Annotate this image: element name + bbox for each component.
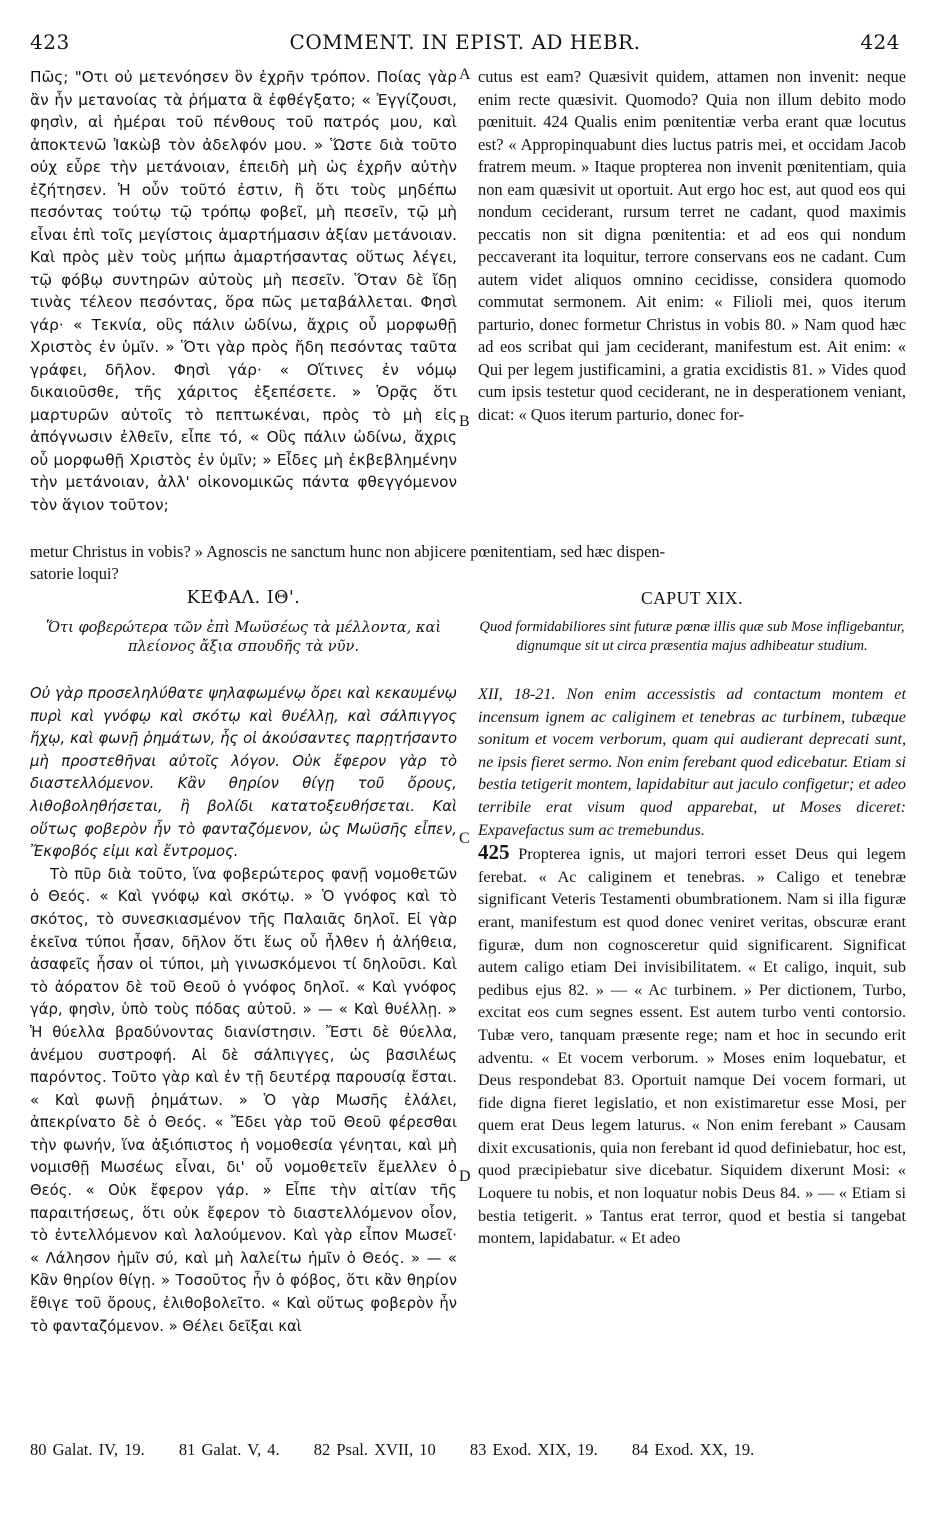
bridge-line: metur Christus in vobis? » Agnoscis ne sanctum hunc non abjicere pœnitentiam, sed hæc dispen- (30, 542, 666, 561)
margin-letter-a: A (459, 66, 471, 83)
greek-scripture-verse: Οὐ γὰρ προσεληλύθατε ψηλαφωμένῳ ὄρει καὶ κεκαυμένῳ πυρὶ καὶ γνόφῳ καὶ σκότῳ καὶ θυέλλῃ, καὶ σάλπιγγος ἤχῳ, καὶ φωνῇ ῥημάτων, ἧς οἱ ἀκούσαντες παρῃτήσαντο μὴ προστεθῆναι αὐτοῖς λόγον. Οὐκ ἔφερον γὰρ τὸ διαστελλόμενον. Κἂν θηρίον θίγῃ τοῦ ὄρους, λιθοβοληθήσεται, ἢ βολίδι κατατοξευθήσεται. Καὶ οὕτως φοβερὸν ἦν τὸ φανταζόμενον, ὡς Μωϋσῆς εἶπεν, Ἔκφοβός εἰμι καὶ ἔντρομος. (30, 685, 457, 861)
column-number-marker: 425 (478, 840, 510, 865)
latin-chapter-heading: CAPUT XIX. (641, 588, 743, 608)
latin-paragraph-top: cutus est eam? Quæsivit quidem, attamen non invenit: neque enim recte quæsivit. Quomodo? Quia non illum debito modo pœnituit. 424 Qualis enim pœnitentiæ verba erant quæ locutus est? « Appropinquabunt dies luctus patris mei, et occidam Jacob fratrem meum. » Itaque propterea non invenit pœnitentiam, quia non eam quæsivit ut oportuit. Aut ergo hoc est, aut quod eos qui nondum ceciderant, rursum terret ne cadant, quod maximis peccatis non sit digna pœnitentia: et ad eos qui nondum peccaverant ita loquitur, terrore conservans eos ne cadant. Cum autem videt aliquos omnino cecidisse, considera quomodo commutat sermonem. Ait enim: « Filioli mei, quos iterum parturio, donec formetur Christus in vobis 80. » Nam quod hæc ad eos scribat qui jam ceciderant, manifestum est. Ait enim: « Qui per legem justificamini, a gratia excidistis 81. » Vides quod cum ipsis testetur quod ceciderant, ne in desperationem veniant, dicat: « Quos iterum parturio, donec for- (478, 67, 906, 424)
footnote: 84 Exod. XX, 19. (631, 1440, 755, 1459)
greek-column-top (30, 66, 457, 516)
margin-letter-d: D (459, 1168, 471, 1185)
footnote: 82 Psal. XVII, 10 (313, 1440, 436, 1459)
greek-paragraph-top: Πῶς; "Οτι οὐ μετενόησεν ὃν ἐχρῆν τρόπον. Ποίας γὰρ ἂν ἦν μετανοίας τὰ ῥήματα ἃ ἐφθέγξατο; « Ἐγγίζουσι, φησὶν, αἱ ἡμέραι τοῦ πένθους τοῦ πατρός μου, καὶ ἀποκτενῶ Ἰακὼβ τὸν ἀδελφόν μου. » Ὥστε διὰ τοῦτο οὐχ εὗρε τὴν μετάνοιαν, ἐπειδὴ μὴ ὡς ἐχρῆν αὐτὴν ἐζήτησεν. Ἡ οὖν τοῦτό ἐστιν, ἢ ὅτι τοὺς μηδέπω πεσόντας τούτῳ τῷ τρόπῳ φοβεῖ, μὴ πεσεῖν, τῷ μὴ εἶναι ἐπὶ τοῖς μεγίστοις ἁμαρτήμασιν ἀξίαν μετάνοιαν. Καὶ πρὸς μὲν τοὺς μήπω ἁμαρτήσαντας οὕτως λέγει, τῷ φόβῳ συντηρῶν αὐτοὺς μὴ πεσεῖν. Ὅταν δὲ ἴδῃ τινὰς τέλεον πεσόντας, ὅρα πῶς μεταβάλλεται. Φησὶ γάρ· « Τεκνία, οὓς πάλιν ὠδίνω, ἄχρις οὗ μορφωθῇ Χριστὸς ἐν ὑμῖν. » Ὅτι γὰρ πρὸς ἤδη πεσόντας ταῦτα γράφει, δῆλον. Φησὶ γάρ· « Οἵτινες ἐν νόμῳ δικαιοῦσθε, τῆς χάριτος ἐξεπέσετε. » Ὁρᾷς ὅτι μαρτυρῶν αὐτοῖς τὸ πεπτωκέναι, πρὸς τὸ μὴ εἰς ἀπόγνωσιν ἐλθεῖν, εἶπε τό, « Οὓς πάλιν ὠδίνω, ἄχρις οὗ μορφωθῇ Χριστὸς ἐν ὑμῖν; » Εἶδες μὴ ἐκβεβλημένην τὴν μετάνοιαν, ἀλλ' οἰκονομικῶς πάντα φθεγγόμενον τὸν ἅγιον τοῦτον; (30, 68, 457, 514)
greek-column-bottom (30, 683, 457, 1338)
latin-column-top (478, 66, 906, 426)
latin-commentary-paragraph (478, 841, 906, 1250)
page-number-left: 423 (30, 30, 70, 54)
latin-column-bottom (478, 683, 906, 1250)
latin-commentary: Propterea ignis, ut majori terrori esset Deus qui legem ferebat. « Ac caliginem et tenebras. » Caligo et tenebræ significant Veteris Testamenti obumbrationem. Nam si illa figuræ erant, manifestum est quod donec veniret veritas, obscuræ erant figuræ, dum non cognosceretur quid significarent. Significat autem caligo etiam Dei invisibilitatem. « Et caligo, inquit, sub pedibus ejus 82. » — « Ac turbinem. » Per dictionem, Turbo, excitat eos cum segnes essent. Est autem turbo venti contorsio. Tubæ vero, tanquam præsente rege; nam et hoc in secundo erit adventu. « Et vocem verborum. » Moses enim loquebatur, et Deus respondebat 83. Oportuit namque Dei vocem formari, ut fide digna fieret legislatio, et non existimaretur esse Mosi, per quem erat Deus legem laturus. « Non enim ferebant » Causam dixit excusationis, quia non ferebant id quod definiebatur, hoc est, quod præcipiebatur sive dicebatur. Siquidem dixerunt Mosi: « Loquere tu nobis, et non loquatur nobis Deus 84. » — « Etiam si bestia tetigerit. » Tantus erat terror, quod et bestia si tangebat montem, lapidabatur. « Et adeo (478, 845, 906, 1248)
footnote: 83 Exod. XIX, 19. (469, 1440, 598, 1459)
latin-scripture-verse: XII, 18-21. Non enim accessistis ad contactum montem et incensum ignem ac caliginem et tenebras ac turbinem, tubæque sonitum et vocem verborum, quam qui audierant deprecati sunt, ne ipsis fieret sermo. Non enim ferebant quod edicebatur. Etiam si bestia tetigerit montem, lapidabitur aut jaculo configetur; et adeo terribile erat visum quod apparebat, ut Moses diceret: Expavefactus sum ac tremebundus. (478, 685, 906, 839)
margin-letter-c: C (459, 830, 470, 847)
margin-letter-b: B (459, 413, 470, 430)
footnote: 80 Galat. IV, 19. (30, 1440, 145, 1459)
page-number-right: 424 (860, 30, 900, 54)
footnotes (30, 1440, 900, 1460)
running-header (30, 30, 900, 62)
running-title: COMMENT. IN EPIST. AD HEBR. (289, 30, 641, 54)
greek-chapter-heading: ΚΕΦΑΛ. ΙΘ'. (186, 588, 301, 608)
footnote: 81 Galat. V, 4. (178, 1440, 280, 1459)
bridge-line-2: satorie loqui? (30, 564, 119, 583)
latin-chapter-subtitle: Quod formidabiliores sint futuræ pœnæ illis quæ sub Mose infligebantur, dignumque sit ut circa præsentia majus adhibeatur studium. (479, 619, 905, 654)
greek-chapter-subtitle: Ὅτι φοβερώτερα τῶν ἐπὶ Μωϋσέως τὰ μέλλοντα, καὶ πλείονος ἄξια σπουδῆς τὰ νῦν. (45, 619, 442, 655)
greek-commentary: Τὸ πῦρ διὰ τοῦτο, ἵνα φοβερώτερος φανῇ νομοθετῶν ὁ Θεός. « Καὶ γνόφῳ καὶ σκότῳ. » Ὁ γνόφος καὶ τὸ σκότος, τὸ συνεσκιασμένον τῆς Παλαιᾶς δηλοῖ. Εἰ γὰρ ἐκεῖνα τύποι ἦσαν, δῆλον ὅτι ἕως οὗ ἦλθεν ἡ ἀλήθεια, ἀσαφεῖς ἦσαν οἱ τύποι, μὴ γινωσκόμενοι τί δηλοῦσι. Καὶ τὸ ἀόρατον δὲ τοῦ Θεοῦ ὁ γνόφος δηλοῖ. « Καὶ γνόφος γάρ, φησὶν, ὑπὸ τοὺς πόδας αὐτοῦ. » — « Καὶ θυέλλῃ. » Ἡ θύελλα βραδύνοντας διανίστησιν. Ἔστι δὲ θύελλα, ἀνέμου συστροφή. Αἱ δὲ σάλπιγγες, ὡς βασιλέως παρόντος. Τοῦτο γὰρ καὶ ἐν τῇ δευτέρᾳ παρουσίᾳ ἔσται. « Καὶ φωνῇ ῥημάτων. » Ὁ γὰρ Μωσῆς ἐλάλει, ἀπεκρίνατο δὲ ὁ Θεός. « Ἔδει γὰρ τοῦ Θεοῦ φέρεσθαι τὴν φωνήν, ἵνα ἀξιόπιστος ἡ νομοθεσία γένηται, καὶ μὴ νομισθῇ Μωσέως εἶναι, δι' οὗ νομοθετεῖν ἔμελλεν ὁ Θεός. « Οὐκ ἔφερον γάρ. » Εἶπε τὴν αἰτίαν τῆς παραιτήσεως, ὅτι οὐκ ἔφερον τὸ διαστελλόμενον οἷον, τὸ ἐντελλόμενον καὶ λαλούμενον. Καὶ γὰρ εἶπον Μωσεῖ· « Λάλησον ἡμῖν σύ, καὶ μὴ λαλείτω ἡμῖν ὁ Θεός. » — « Κἂν θηρίον θίγῃ. » Τοσοῦτος ἦν ὁ φόβος, ὅτι κἂν θηρίον ἔθιγε τοῦ ὄρους, ἐλιθοβολεῖτο. « Καὶ οὕτως φοβερὸν ἦν τὸ φανταζόμενον. » Θέλει δεῖξαι καὶ (30, 865, 457, 1335)
